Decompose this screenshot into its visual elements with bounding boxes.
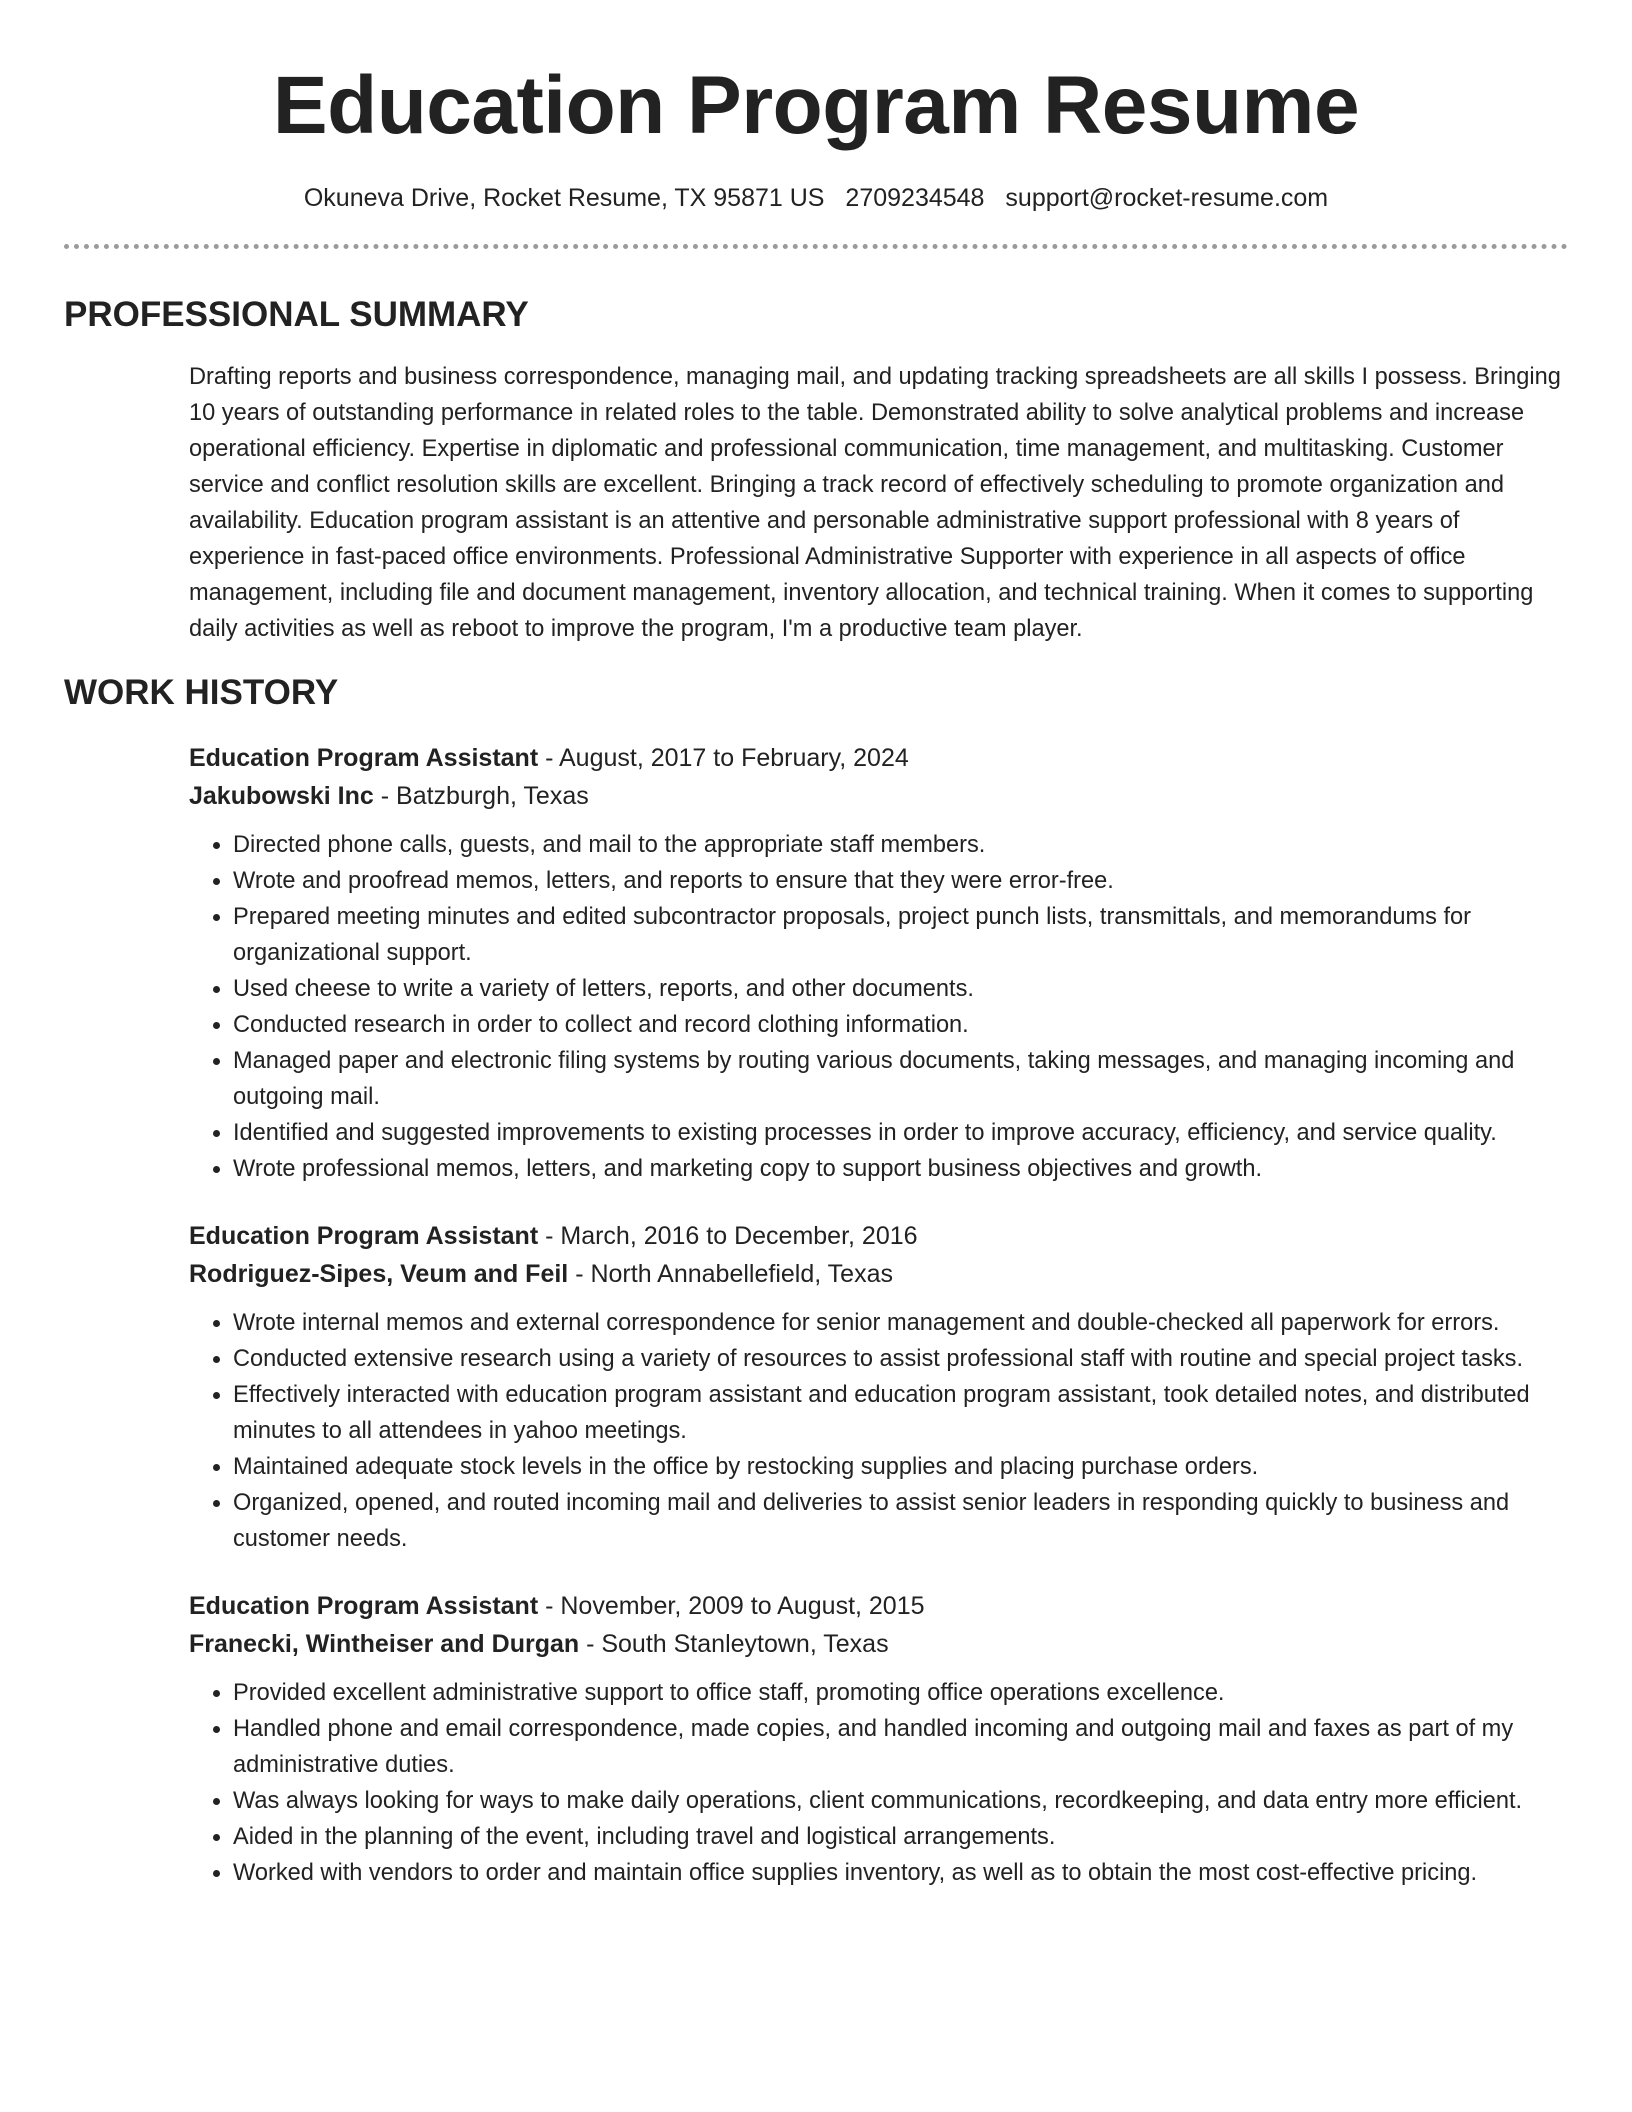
job-bullets — [189, 1305, 1568, 1557]
contact-line — [64, 182, 1568, 214]
job-bullet: • Wrote internal memos and external correspondence for senior management and double-checked all paperwork for errors. — [233, 1305, 1568, 1341]
job-bullet: • Used cheese to write a variety of letters, reports, and other documents. — [233, 971, 1568, 1007]
job-bullets — [189, 1675, 1568, 1891]
job-bullet: • Provided excellent administrative support to office staff, promoting office operations excellence. — [233, 1675, 1568, 1711]
job-location: - Batzburgh, Texas — [373, 782, 589, 810]
job-bullet: • Worked with vendors to order and maintain office supplies inventory, as well as to obtain the most cost-effective pricing. — [233, 1855, 1568, 1891]
job-bullet: • Effectively interacted with education program assistant and education program assistant, took detailed notes, and distributed minutes to all attendees in yahoo meetings. — [233, 1377, 1568, 1449]
job-role-line — [189, 1587, 1568, 1625]
summary-text: Drafting reports and business correspondence, managing mail, and updating tracking spreadsheets are all skills I possess. Bringing 10 years of outstanding performance in related roles to the table. Demonstrated ability to solve analytical problems and increase operational efficiency. Expertise in diplomatic and professional communication, time management, and multitasking. Customer service and conflict resolution skills are excellent. Bringing a track record of effectively scheduling to promote organization and availability. Education program assistant is an attentive and personable administrative support professional with 8 years of experience in fast-paced office environments. Professional Administrative Supporter with experience in all aspects of office management, including file and document management, inventory allocation, and technical training. When it comes to supporting daily activities as well as reboot to improve the program, I'm a productive team player. — [189, 364, 1561, 642]
job-bullet: • Conducted research in order to collect and record clothing information. — [233, 1007, 1568, 1043]
job-entry — [189, 1587, 1568, 1891]
job-bullet: • Conducted extensive research using a variety of resources to assist professional staff with routine and special project tasks. — [233, 1341, 1568, 1377]
job-bullet: • Wrote and proofread memos, letters, and reports to ensure that they were error-free. — [233, 863, 1568, 899]
work-history-heading: WORK HISTORY — [64, 673, 339, 712]
job-bullet: • Wrote professional memos, letters, and marketing copy to support business objectives and growth. — [233, 1151, 1568, 1187]
job-bullet: • Managed paper and electronic filing systems by routing various documents, taking messages, and managing incoming and outgoing mail. — [233, 1043, 1568, 1115]
job-company: Franecki, Wintheiser and Durgan — [189, 1630, 580, 1658]
job-company: Rodriguez-Sipes, Veum and Feil — [189, 1260, 569, 1288]
job-bullets — [189, 827, 1568, 1187]
resume-page — [64, 0, 1568, 1891]
job-location: - South Stanleytown, Texas — [579, 1630, 889, 1658]
job-bullet: • Maintained adequate stock levels in the office by restocking supplies and placing purchase orders. — [233, 1449, 1568, 1485]
job-company-line — [189, 777, 1568, 815]
job-role: Education Program Assistant — [189, 1592, 539, 1620]
job-role-line — [189, 739, 1568, 777]
job-entry — [189, 1217, 1568, 1557]
job-company: Jakubowski Inc — [189, 782, 374, 810]
job-role: Education Program Assistant — [189, 1222, 539, 1250]
job-bullet: • Directed phone calls, guests, and mail to the appropriate staff members. — [233, 827, 1568, 863]
contact-phone: 2709234548 — [845, 184, 985, 212]
job-dates: - August, 2017 to February, 2024 — [538, 744, 909, 772]
job-bullet: • Handled phone and email correspondence, made copies, and handled incoming and outgoing mail and faxes as part of my administrative duties. — [233, 1711, 1568, 1783]
job-role-line — [189, 1217, 1568, 1255]
job-bullet: • Prepared meeting minutes and edited subcontractor proposals, project punch lists, transmittals, and memorandums for organizational support. — [233, 899, 1568, 971]
resume-title: Education Program Resume — [272, 60, 1360, 151]
job-bullet: • Identified and suggested improvements to existing processes in order to improve accuracy, efficiency, and service quality. — [233, 1115, 1568, 1151]
job-dates: - March, 2016 to December, 2016 — [538, 1222, 918, 1250]
resume-header — [64, 0, 1568, 214]
header-divider — [64, 244, 1568, 249]
job-bullet: • Aided in the planning of the event, including travel and logistical arrangements. — [233, 1819, 1568, 1855]
job-entry — [189, 739, 1568, 1187]
job-location: - North Annabellefield, Texas — [568, 1260, 893, 1288]
job-company-line — [189, 1255, 1568, 1293]
job-dates: - November, 2009 to August, 2015 — [538, 1592, 925, 1620]
job-bullet: • Organized, opened, and routed incoming mail and deliveries to assist senior leaders in responding quickly to business and customer needs. — [233, 1485, 1568, 1557]
job-bullet: • Was always looking for ways to make daily operations, client communications, recordkeeping, and data entry more efficient. — [233, 1783, 1568, 1819]
contact-email: support@rocket-resume.com — [1005, 184, 1329, 212]
job-role: Education Program Assistant — [189, 744, 539, 772]
job-company-line — [189, 1625, 1568, 1663]
summary-heading: PROFESSIONAL SUMMARY — [64, 295, 529, 334]
contact-address: Okuneva Drive, Rocket Resume, TX 95871 US — [303, 184, 825, 212]
